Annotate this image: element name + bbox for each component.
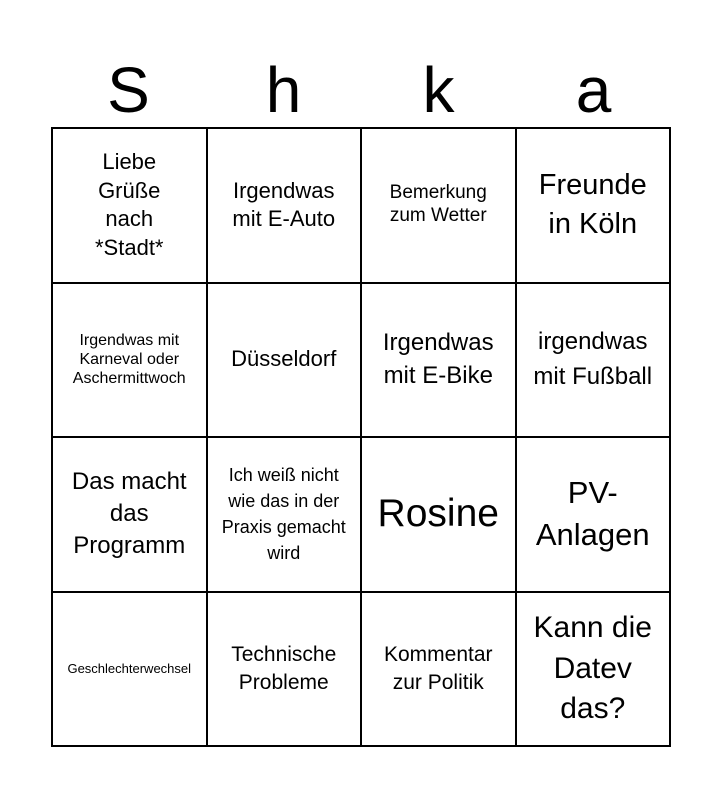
cell-label: Irgendwas mit E-Bike	[382, 329, 494, 389]
cell-label: PV-Anlagen	[535, 475, 650, 553]
bingo-cell-r4c1[interactable]	[53, 593, 208, 748]
cell-label: Geschlechterwechsel	[67, 660, 192, 676]
bingo-cell-r3c4[interactable]	[517, 438, 672, 593]
header-letter-4: a	[575, 54, 612, 126]
bingo-cell-r4c2[interactable]	[208, 593, 363, 748]
cell-label: Das macht das Programm	[71, 467, 187, 560]
bingo-cell-r2c2[interactable]	[208, 284, 363, 439]
bingo-cell-r3c3[interactable]	[362, 438, 517, 593]
bingo-grid	[51, 127, 671, 747]
cell-label: Düsseldorf	[231, 346, 337, 372]
cell-label: Irgendwas mit Karneval oder Aschermittwoch	[72, 331, 186, 388]
cell-label: Ich weiß nicht wie das in der Praxis gemacht wird	[221, 465, 346, 564]
header-letter-2: h	[265, 54, 302, 126]
cell-label: Bemerkung zum Wetter	[389, 182, 487, 227]
bingo-cell-r1c1[interactable]	[53, 129, 208, 284]
bingo-cell-r4c4[interactable]	[517, 593, 672, 748]
header-letter-3: k	[422, 54, 455, 126]
header-letter-1: S	[107, 54, 150, 126]
cell-label: Kommentar zur Politik	[383, 643, 493, 694]
cell-label: Freunde in Köln	[538, 169, 647, 241]
bingo-cell-r2c4[interactable]	[517, 284, 672, 439]
cell-label: Irgendwas mit E-Auto	[232, 177, 336, 232]
bingo-cell-r4c3[interactable]	[362, 593, 517, 748]
bingo-cell-r1c2[interactable]	[208, 129, 363, 284]
bingo-cell-r2c1[interactable]	[53, 284, 208, 439]
bingo-cell-r1c4[interactable]	[517, 129, 672, 284]
bingo-cell-r2c3[interactable]	[362, 284, 517, 439]
bingo-cell-r3c2[interactable]	[208, 438, 363, 593]
bingo-header	[51, 52, 671, 128]
cell-label: Rosine	[377, 491, 499, 535]
bingo-cell-r1c3[interactable]	[362, 129, 517, 284]
cell-label: Kann die Datev das?	[533, 611, 652, 725]
cell-label: irgendwas mit Fußball	[533, 327, 653, 390]
cell-label: Liebe Grüße nach *Stadt*	[95, 149, 164, 260]
cell-label: Technische Probleme	[231, 643, 337, 694]
bingo-cell-r3c1[interactable]	[53, 438, 208, 593]
